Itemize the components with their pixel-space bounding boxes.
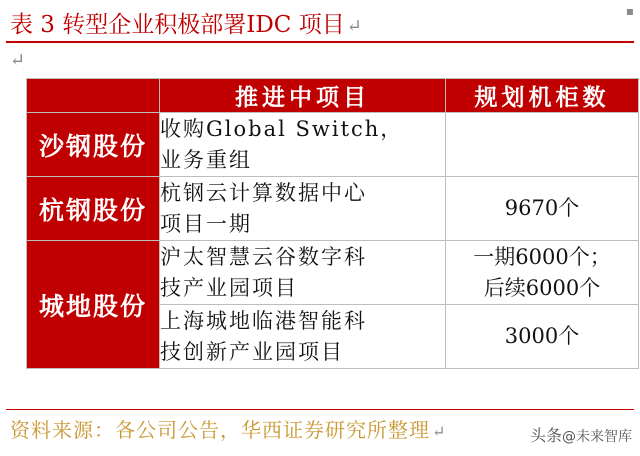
project-line: 沪太智慧云谷数字科 [160, 244, 367, 269]
table-row [27, 113, 639, 177]
watermark-handle: @未来智库 [562, 429, 632, 445]
project-cell [160, 305, 446, 369]
project-line: 业务重组 [160, 147, 252, 172]
table-title-text: 表 3 转型企业积极部署IDC 项目 [10, 12, 345, 38]
racks-line: 3000个 [504, 324, 580, 348]
source-text: 资料来源：各公司公告，华西证券研究所整理 [10, 418, 430, 442]
project-cell [160, 177, 446, 241]
header-projects: 推进中项目 [160, 79, 446, 113]
table-row [27, 241, 639, 305]
project-cell [160, 241, 446, 305]
racks-cell [446, 305, 639, 369]
paragraph-mark-icon: ↵ [346, 16, 362, 37]
company-cell: 沙钢股份 [27, 113, 160, 177]
paragraph-mark-icon: ↵ [432, 422, 447, 441]
project-line: 收购Global Switch， [160, 116, 404, 141]
project-line: 上海城地临港智能科 [160, 308, 367, 333]
project-line: 技产业园项目 [160, 275, 298, 300]
racks-cell [446, 241, 639, 305]
racks-line: 9670个 [504, 196, 580, 220]
project-line: 杭钢云计算数据中心 [160, 180, 367, 205]
project-cell [160, 113, 446, 177]
header-racks: 规划机柜数 [446, 79, 639, 113]
racks-cell [446, 177, 639, 241]
racks-line: 后续6000个 [483, 275, 601, 300]
company-cell: 杭钢股份 [27, 177, 160, 241]
paragraph-mark-icon: ↵ [10, 50, 26, 71]
watermark-prefix: 头条 [529, 426, 562, 445]
table-header-row [27, 79, 639, 113]
company-cell: 城地股份 [27, 241, 160, 369]
table-row [27, 177, 639, 241]
idc-projects-table [26, 78, 639, 369]
corner-mark-icon: ▪ [625, 4, 634, 18]
project-line: 技创新产业园项目 [160, 339, 344, 364]
watermark [530, 423, 632, 446]
racks-line: 一期6000个； [473, 244, 611, 269]
header-corner-cell [27, 79, 160, 113]
title-divider [6, 41, 634, 43]
source-divider [6, 409, 634, 410]
table-title [10, 6, 362, 39]
source-note [10, 414, 446, 443]
racks-cell [446, 113, 639, 177]
project-line: 项目一期 [160, 211, 252, 236]
